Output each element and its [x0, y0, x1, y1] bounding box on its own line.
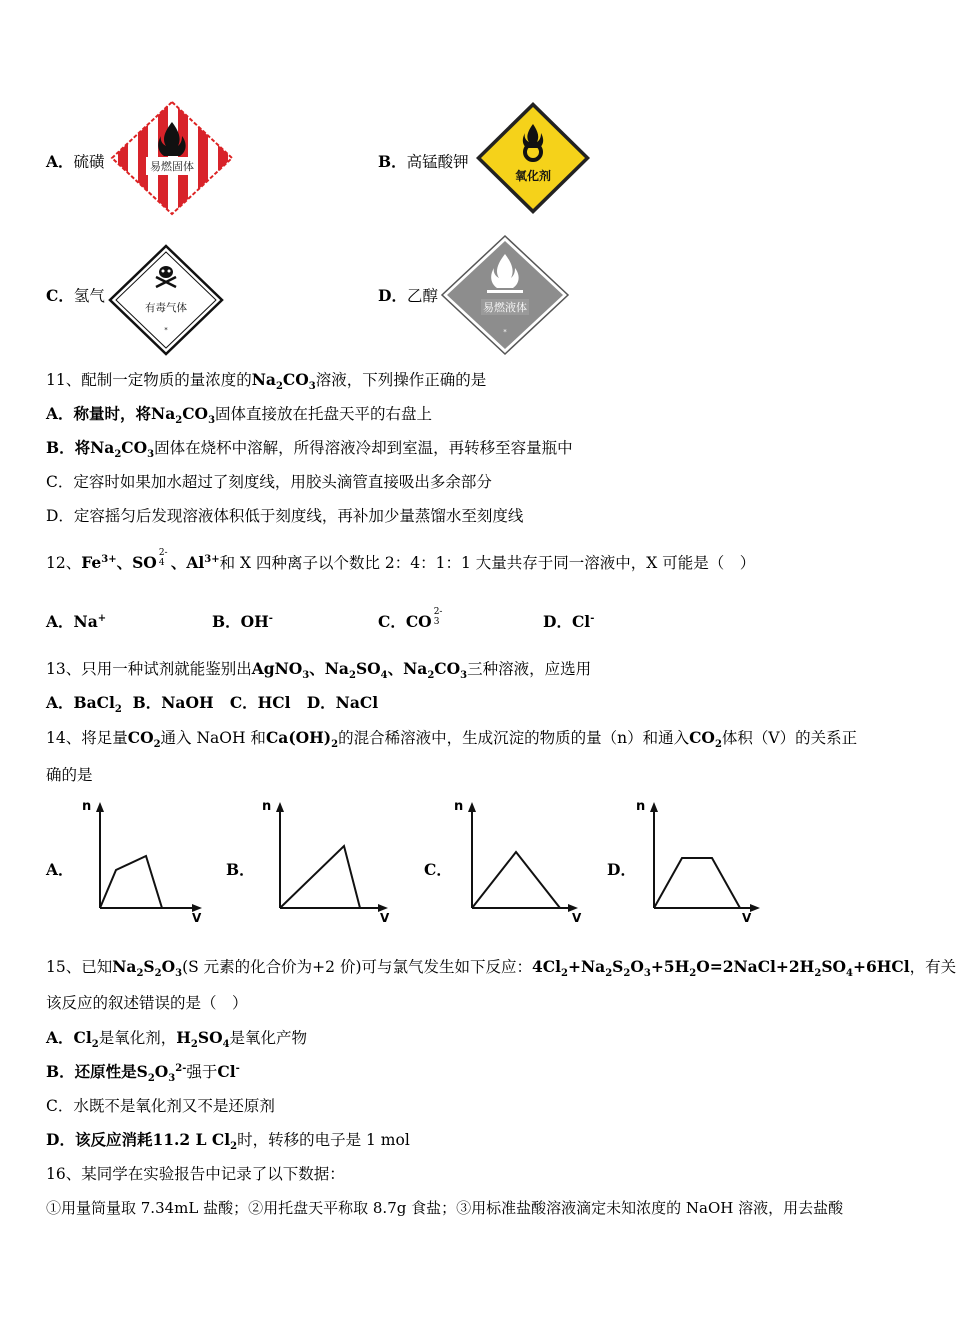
svg-text:V: V	[192, 911, 202, 925]
q15-option-c[interactable]: C．水既不是氧化剂又不是还原剂	[46, 1097, 275, 1115]
q12-stem: 12、$Fe^{3+}$、SO 2- 4 、$Al^{3+}$和 X 四种离子以个数比 2：4：1：1 大量共存于同一溶液中，X 可能是（ ）	[46, 548, 756, 572]
q11-option-c[interactable]: C．定容时如果加水超过了刻度线，用胶头滴管直接吸出多余部分	[46, 473, 492, 491]
svg-text:V: V	[572, 911, 582, 925]
svg-text:n: n	[262, 799, 272, 814]
q11-stem: 11、配制一定物质的量浓度的$Na_2CO_3$溶液，下列操作正确的是	[46, 370, 487, 393]
q10-option-c[interactable]: C．氢气	[46, 286, 105, 305]
svg-text:n: n	[454, 799, 464, 814]
q15-option-b[interactable]: B．还原性是$S_2O_3^{2-}$强于Cl-	[46, 1062, 240, 1085]
q16-stem: 16、某同学在实验报告中记录了以下数据：	[46, 1165, 345, 1183]
svg-text:V: V	[742, 911, 752, 925]
toxic-gas-sign	[108, 244, 224, 356]
q12-option-c[interactable]: C．CO 2- 3	[378, 607, 443, 631]
svg-text:氧化剂: 氧化剂	[514, 169, 552, 183]
q10-option-b[interactable]: B．高锰酸钾	[378, 152, 469, 171]
q10-option-d[interactable]: D．乙醇	[378, 286, 438, 305]
q16-stem-line2: ①用量筒量取 7.34mL 盐酸；②用托盘天平称取 8.7g 食盐；③用标准盐酸溶液滴定未知浓度的 NaOH 溶液，用去盐酸	[46, 1199, 844, 1217]
q14-option-b[interactable]: B．	[226, 860, 255, 879]
q14-graph-a	[78, 796, 208, 926]
q12-option-d[interactable]: D．Cl-	[543, 612, 595, 631]
svg-text:易燃液体: 易燃液体	[483, 301, 527, 314]
q12-option-a[interactable]: A．Na+	[46, 612, 107, 631]
flammable-solid-sign	[110, 100, 234, 216]
q12-option-b[interactable]: B．OH-	[212, 612, 273, 631]
q15-option-d[interactable]: D．该反应消耗11.2 L $Cl_2$时，转移的电子是 1 mol	[46, 1130, 410, 1153]
q10-option-a[interactable]: A．硫磺	[46, 152, 105, 171]
q14-option-c[interactable]: C．	[424, 860, 452, 879]
q11-option-b[interactable]: B．将$Na_2CO_3$固体在烧杯中溶解，所得溶液冷却到室温，再转移至容量瓶中	[46, 438, 573, 461]
q14-stem-line2: 确的是	[46, 766, 93, 784]
svg-text:易燃固体: 易燃固体	[150, 160, 194, 173]
svg-text:n: n	[82, 799, 92, 814]
svg-text:V: V	[380, 911, 390, 925]
q13-options[interactable]: A．BaCl$_2$ B．NaOH C．HCl D．NaCl	[46, 693, 379, 716]
q15-stem-line2: 该反应的叙述错误的是（ ）	[46, 994, 248, 1012]
q14-graph-c	[450, 796, 590, 926]
oxidizer-sign	[474, 100, 592, 216]
svg-text:n: n	[636, 799, 646, 814]
flammable-liquid-sign	[440, 234, 570, 356]
q14-option-a[interactable]: A．	[46, 860, 74, 879]
q11-option-d[interactable]: D．定容摇匀后发现溶液体积低于刻度线，再补加少量蒸馏水至刻度线	[46, 507, 524, 525]
svg-text:*: *	[164, 326, 168, 334]
q14-option-d[interactable]: D．	[607, 860, 636, 879]
q13-stem: 13、只用一种试剂就能鉴别出AgNO$_3$、$Na_2SO_4$、$Na_2CO_3$三种溶液，应选用	[46, 659, 592, 682]
q14-graph-d	[632, 796, 772, 926]
q14-stem: 14、将足量$CO_2$通入 NaOH 和$Ca(OH)_2$的混合稀溶液中，生成沉淀的物质的量（n）和通入$CO_2$体积（V）的关系正	[46, 728, 858, 751]
q15-stem: 15、已知$Na_2S_2O_3(S$ 元素的化合价为+2 价)可与氯气发生如下反应：$4Cl_2+Na_2S_2O_3+5H_2O=2NaCl+2H_2SO_4+6HCl$，有关	[46, 957, 956, 980]
q15-option-a[interactable]: A．$Cl_2$是氧化剂，$H_2SO_4$是氧化产物	[46, 1028, 308, 1051]
svg-text:*: *	[503, 328, 507, 336]
q11-option-a[interactable]: A．称量时，将$Na_2CO_3$固体直接放在托盘天平的右盘上	[46, 404, 433, 427]
q14-graph-b	[258, 796, 398, 926]
svg-text:有毒气体: 有毒气体	[145, 302, 187, 314]
